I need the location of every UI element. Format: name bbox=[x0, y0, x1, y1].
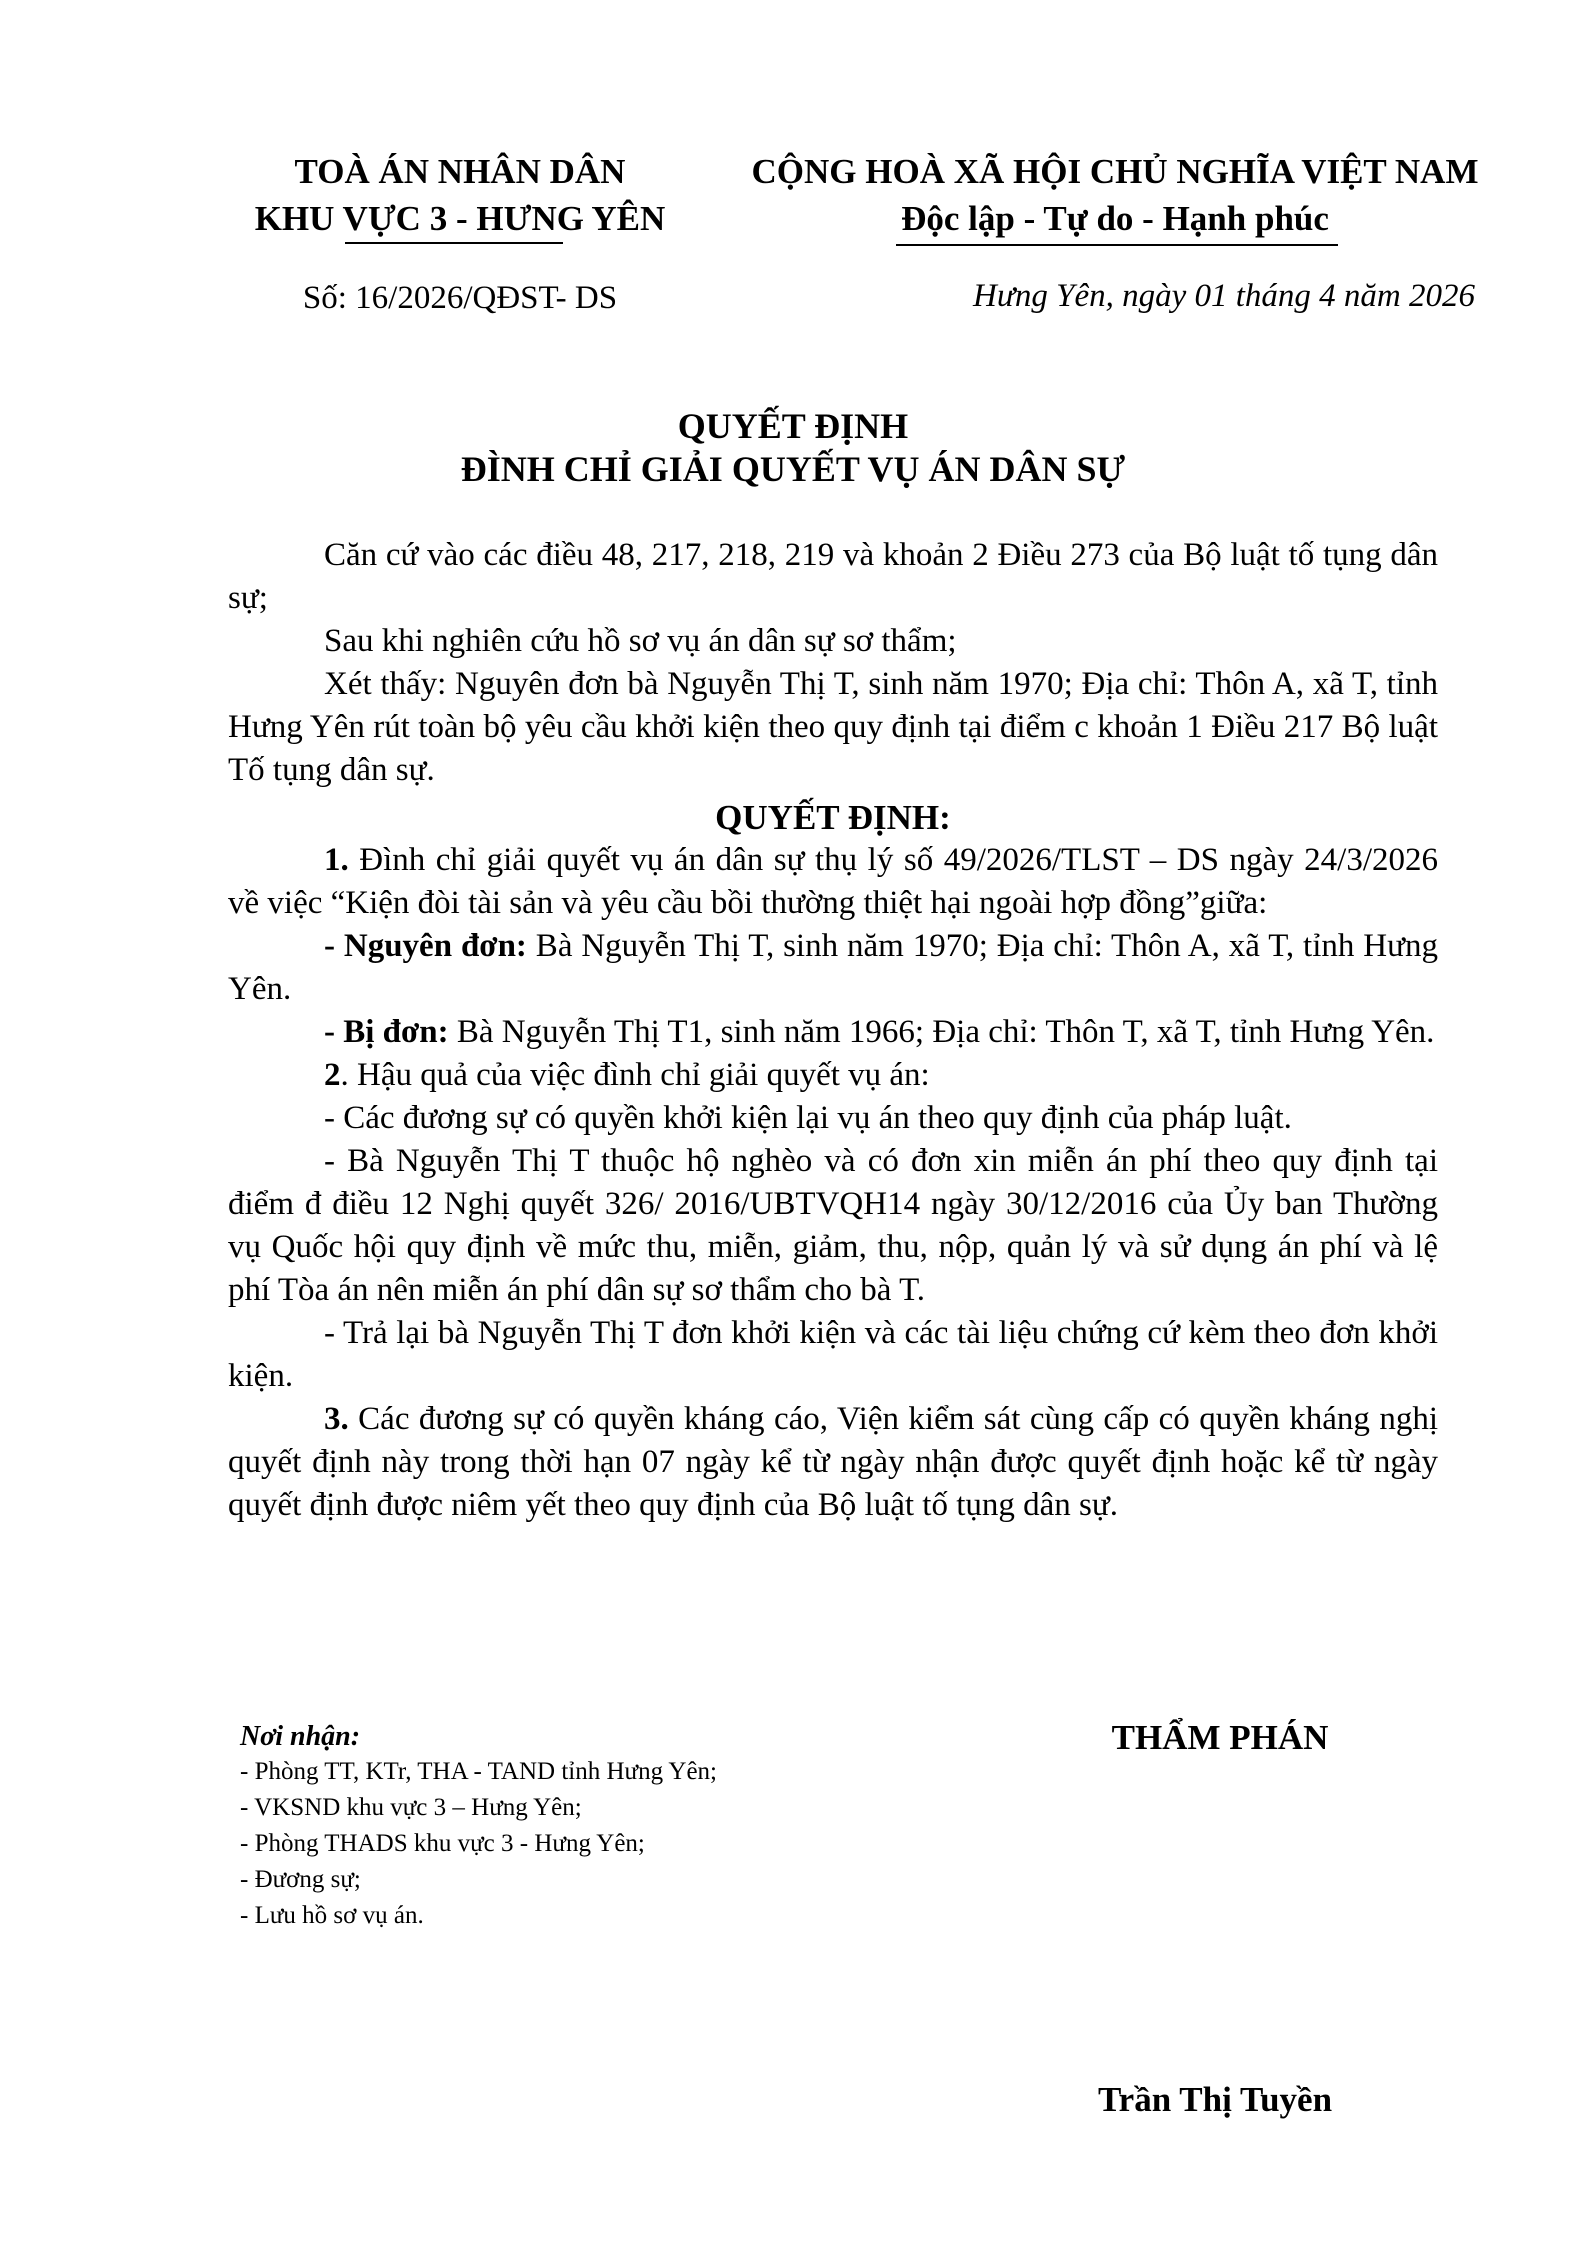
item-1-number: 1. bbox=[324, 842, 349, 878]
court-header-underline bbox=[345, 242, 563, 244]
recipients-label: Nơi nhận: bbox=[240, 1721, 361, 1752]
document-title: QUYẾT ĐỊNH bbox=[677, 406, 909, 446]
consequence-return-documents: - Trả lại bà Nguyễn Thị T đơn khởi kiện và các tài liệu chứng cứ kèm theo đơn khởi kiện. bbox=[228, 1315, 1438, 1394]
court-header bbox=[230, 148, 690, 242]
preamble-findings: Xét thấy: Nguyên đơn bà Nguyễn Thị T, sinh năm 1970; Địa chỉ: Thôn A, xã T, tỉnh Hưng Yên rút toàn bộ yêu cầu khởi kiện theo quy định tại điểm c khoản 1 Điều 217 Bộ luật Tố tụng dân sự. bbox=[228, 666, 1438, 788]
recipient-item: - Phòng TT, KTr, THA - TAND tỉnh Hưng Yên; bbox=[240, 1758, 718, 1785]
recipient-item: - Lưu hồ sơ vụ án. bbox=[240, 1902, 424, 1929]
defendant-text: Bà Nguyễn Thị T1, sinh năm 1966; Địa chỉ: Thôn T, xã T, tỉnh Hưng Yên. bbox=[448, 1014, 1435, 1050]
item-3-text: Các đương sự có quyền kháng cáo, Viện kiểm sát cùng cấp có quyền kháng nghị quyết định này trong thời hạn 07 ngày kể từ ngày nhận được quyết định hoặc kể từ ngày quyết định được niêm yết theo quy định của Bộ luật tố tụng dân sự. bbox=[228, 1401, 1438, 1523]
recipients-block bbox=[240, 1720, 717, 1934]
item-3-number: 3. bbox=[324, 1401, 349, 1437]
country-motto: Độc lập - Tự do - Hạnh phúc bbox=[901, 199, 1329, 238]
consequence-fee-exemption: - Bà Nguyễn Thị T thuộc hộ nghèo và có đơn xin miễn án phí theo quy định tại điểm đ điều 12 Nghị quyết 326/ 2016/UBTVQH14 ngày 30/12/2016 của Ủy ban Thường vụ Quốc hội quy định về mức thu, miễn, giảm, thu, nộp, quản lý và sử dụng án phí và lệ phí Tòa án nên miễn án phí dân sự sơ thẩm cho bà T. bbox=[228, 1143, 1438, 1308]
defendant-line bbox=[228, 1011, 1438, 1054]
consequence-refile: - Các đương sự có quyền khởi kiện lại vụ án theo quy định của pháp luật. bbox=[324, 1100, 1292, 1136]
recipient-item: - Đương sự; bbox=[240, 1866, 361, 1893]
plaintiff-line bbox=[228, 925, 1438, 1011]
defendant-label: - Bị đơn: bbox=[324, 1014, 449, 1050]
decision-item-1 bbox=[228, 839, 1438, 925]
court-name: TOÀ ÁN NHÂN DÂN bbox=[294, 152, 626, 191]
document-number: Số: 16/2026/QĐST- DS bbox=[302, 280, 618, 316]
country-name: CỘNG HOÀ XÃ HỘI CHỦ NGHĨA VIỆT NAM bbox=[751, 152, 1479, 191]
item-2-number: 2 bbox=[324, 1057, 341, 1093]
court-area: KHU VỰC 3 - HƯNG YÊN bbox=[254, 199, 666, 238]
decision-item-3 bbox=[228, 1398, 1438, 1527]
preamble-legal-basis: Căn cứ vào các điều 48, 217, 218, 219 và khoản 2 Điều 273 của Bộ luật tố tụng dân sự; bbox=[228, 537, 1438, 616]
document-date: Hưng Yên, ngày 01 tháng 4 năm 2026 bbox=[973, 278, 1475, 314]
document-body bbox=[228, 534, 1438, 1527]
document-subtitle: ĐÌNH CHỈ GIẢI QUYẾT VỤ ÁN DÂN SỰ bbox=[460, 449, 1126, 489]
recipient-item: - Phòng THADS khu vực 3 - Hưng Yên; bbox=[240, 1830, 645, 1857]
recipient-item: - VKSND khu vực 3 – Hưng Yên; bbox=[240, 1794, 582, 1821]
item-1-text: Đình chỉ giải quyết vụ án dân sự thụ lý số 49/2026/TLST – DS ngày 24/3/2026 về việc “Kiện đòi tài sản và yêu cầu bồi thường thiệt hại ngoài hợp đồng”giữa: bbox=[228, 842, 1438, 921]
decision-heading: QUYẾT ĐỊNH: bbox=[715, 798, 951, 837]
signer-name: Trần Thị Tuyền bbox=[1097, 2080, 1333, 2119]
preamble-review: Sau khi nghiên cứu hồ sơ vụ án dân sự sơ thẩm; bbox=[324, 623, 957, 659]
item-2-text: . Hậu quả của việc đình chỉ giải quyết vụ án: bbox=[340, 1057, 930, 1093]
national-header bbox=[720, 148, 1510, 242]
signer-title: THẨM PHÁN bbox=[1111, 1718, 1329, 1757]
decision-item-2 bbox=[228, 1054, 1438, 1097]
plaintiff-label: - Nguyên đơn: bbox=[324, 928, 527, 964]
plaintiff-text: Bà Nguyễn Thị T, sinh năm 1970; Địa chỉ: Thôn A, xã T, tỉnh Hưng Yên. bbox=[228, 928, 1438, 1007]
motto-underline bbox=[896, 244, 1338, 246]
